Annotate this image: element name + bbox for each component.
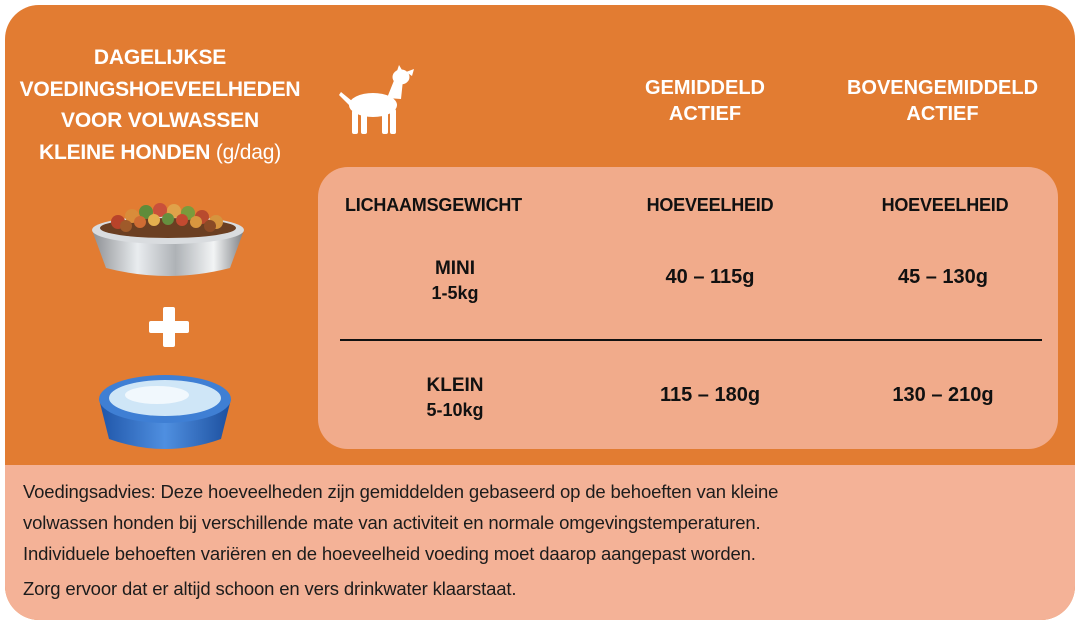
amount-cell: 45 – 130g bbox=[897, 266, 989, 288]
amount-cell: 130 – 210g bbox=[892, 384, 994, 406]
water-bowl-icon bbox=[95, 365, 235, 455]
title-unit: (g/dag) bbox=[215, 140, 282, 164]
row-mini-size bbox=[400, 256, 510, 306]
advice-text bbox=[23, 476, 1063, 604]
size-label: MINI bbox=[434, 258, 476, 279]
plus-icon bbox=[147, 305, 191, 349]
row-divider bbox=[340, 339, 1042, 341]
column-header-line: BOVENGEMIDDELD bbox=[846, 77, 1039, 99]
title-line: VOEDINGSHOEVEELHEDEN bbox=[19, 77, 301, 101]
feeding-title bbox=[0, 42, 320, 168]
dog-icon bbox=[335, 65, 415, 137]
title-last-line: KLEINE HONDEN bbox=[38, 140, 211, 164]
title-line: VOOR VOLWASSEN bbox=[61, 109, 259, 132]
title-line bbox=[0, 137, 320, 169]
advice-line: Individuele behoeften variëren en de hoeveelheid voeding moet daarop aangepast worden. bbox=[23, 543, 756, 564]
amount-cell: 40 – 115g bbox=[665, 266, 755, 288]
column-header-line: GEMIDDELD bbox=[645, 77, 765, 99]
header-body-weight: LICHAAMSGEWICHT bbox=[345, 195, 522, 215]
weight-range: 5-10kg bbox=[426, 400, 484, 420]
header-amount-average: HOEVEELHEID bbox=[646, 195, 774, 215]
column-header-above-average bbox=[825, 75, 1060, 127]
column-header-average bbox=[610, 75, 800, 127]
advice-line: Zorg ervoor dat er altijd schoon en vers drinkwater klaarstaat. bbox=[23, 578, 517, 599]
header-amount-above-average: HOEVEELHEID bbox=[881, 195, 1009, 215]
column-header-line: ACTIEF bbox=[668, 103, 742, 125]
weight-range: 1-5kg bbox=[431, 283, 479, 303]
amount-cell: 115 – 180g bbox=[659, 384, 761, 406]
title-line: DAGELIJKSE bbox=[93, 46, 227, 69]
size-label: KLEIN bbox=[426, 375, 484, 396]
row-klein-size bbox=[400, 373, 510, 423]
column-header-line: ACTIEF bbox=[906, 103, 979, 125]
food-bowl-icon bbox=[88, 192, 248, 282]
advice-line: Voedingsadvies: Deze hoeveelheden zijn gemiddelden gebaseerd op de behoeften van kleine bbox=[23, 481, 779, 502]
advice-line: volwassen honden bij verschillende mate van activiteit en normale omgevingstemperaturen. bbox=[23, 512, 761, 533]
